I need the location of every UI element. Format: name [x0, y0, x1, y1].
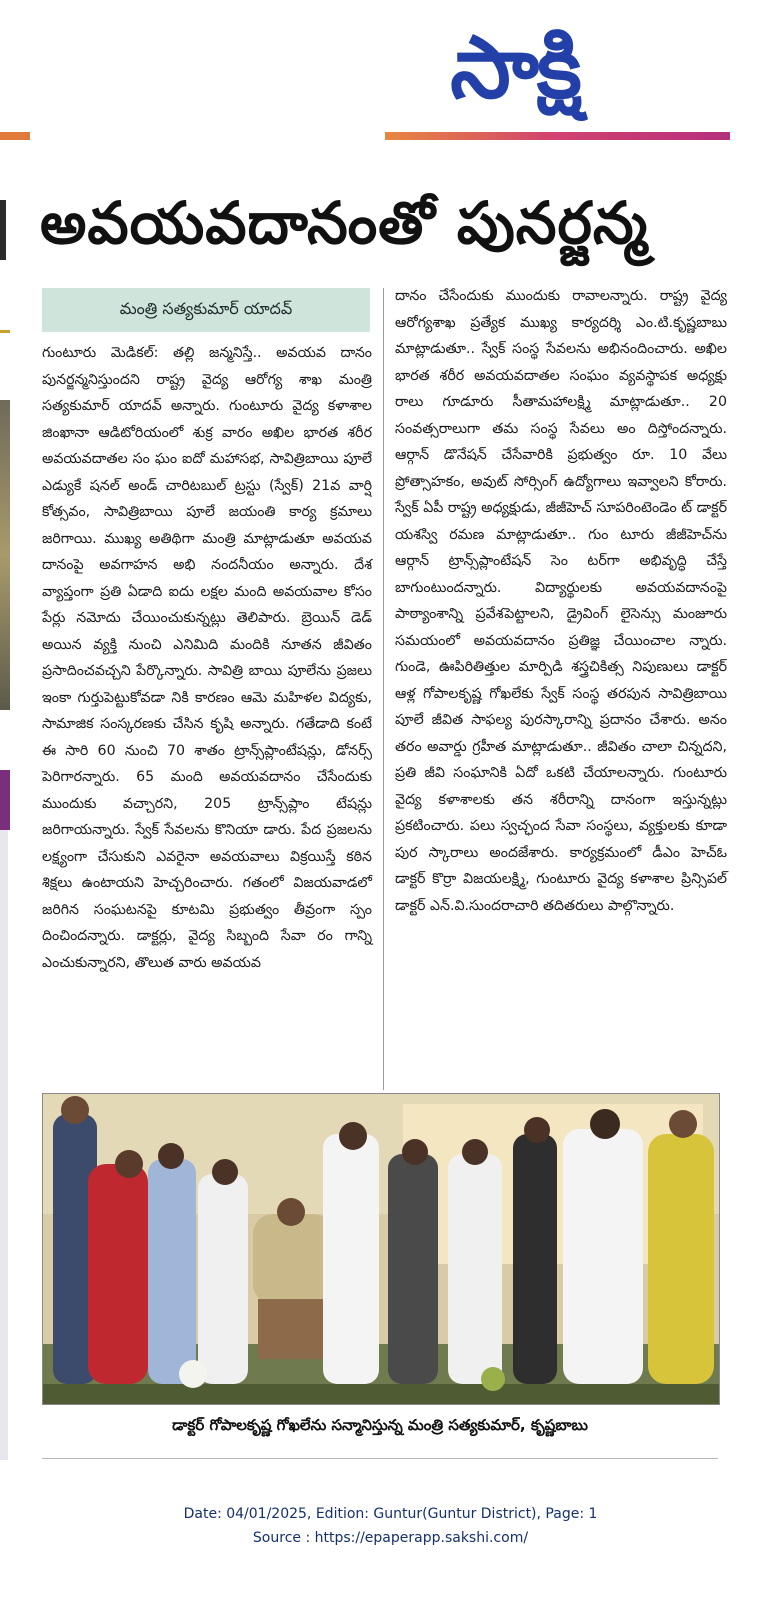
edge-photo-fragment — [0, 400, 10, 710]
edge-artifact — [0, 200, 6, 260]
sakshi-logo: సాక్షి — [450, 17, 580, 118]
edge-artifact — [0, 330, 10, 333]
bottom-rule — [42, 1458, 718, 1459]
edge-artifact — [0, 830, 8, 1460]
event-photo-illustration — [43, 1094, 719, 1404]
masthead-rule-right — [385, 132, 730, 140]
footer-date-edition: Date: 04/01/2025, Edition: Guntur(Guntur District), Page: 1 — [183, 1506, 598, 1522]
masthead-rule-left — [0, 132, 30, 140]
footer-source[interactable]: Source : https://epaperapp.sakshi.com/ — [252, 1530, 529, 1546]
column-divider — [383, 288, 384, 1090]
article-headline: అవయవదానంతో పునర్జన్మ — [40, 189, 649, 257]
event-photo — [42, 1093, 720, 1405]
masthead — [0, 0, 781, 150]
edge-artifact — [0, 770, 10, 830]
article-subheading: మంత్రి సత్యకుమార్ యాదవ్ — [42, 288, 370, 332]
photo-caption: డాక్టర్ గోపాలకృష్ణ గోఖలేను సన్మానిస్తున్న మంత్రి సత్యకుమార్, కృష్ణబాబు — [172, 1416, 588, 1434]
article-column-2: దానం చేసేందుకు ముందుకు రావాలన్నారు. రాష్ట్ర వైద్య ఆరోగ్యశాఖ ప్రత్యేక ముఖ్య కార్యదర్శి ఎం.టి.కృష్ణబాబు మాట్లాడుతూ.. స్వేక్ సంస్థ సేవలను అభినందించారు. అఖిల భారత శరీర అవయవదాతల సంఘం వ్యవస్థాపక అధ్యక్షు రాలు గూడూరు సీతామహాలక్ష్మి మాట్లాడుతూ.. 20 సంవత్సరాలుగా తమ సంస్థ సేవలు అం దిస్తోందన్నారు. ఆర్గాన్ డొనేషన్ చేసేవారికి ప్రభుత్వం రూ. 10 వేలు ప్రోత్సాహకం, అవుట్ సోర్సింగ్ ఉద్యోగాలు ఇవ్వాలని కోరారు. స్వేక్ ఏపీ రాష్ట్ర అధ్యక్షుడు, జీజీహెచ్ సూపరింటెండెం ట్ డాక్టర్ యశస్వి రమణ మాట్లాడుతూ.. గుం టూరు జీజీహెచ్‌ను ఆర్గాన్ ట్రాన్స్‌ప్లాంటేషన్ సెం టర్‌గా అభివృద్ధి చేస్తే బాగుంటుందన్నారు. విద్యార్థులకు అవయవదానంపై పాఠ్యాంశాన్ని ప్రవేశపెట్టాలని, డ్రైవింగ్ లైసెన్సు మంజూరు సమయంలో అవయవదానం ప్రతిజ్ఞ చేయించాల న్నారు. గుండె, ఊపిరితిత్తుల మార్పిడి శస్త్రచికిత్స నిపుణులు డాక్టర్ ఆళ్ల గోపాలకృష్ణ గోఖలేకు స్వేక్ సంస్థ తరపున సావిత్రిబాయి పూలే జీవిత సాఫల్య పురస్కారాన్ని ప్రదానం చేశారు. అనం తరం అవార్డు గ్రహీత మాట్లాడుతూ.. జీవితం చాలా చిన్నదని, ప్రతి జీవి సంఘానికి ఏదో ఒకటి చేయాలన్నారు. గుంటూరు వైద్య కళాశాలకు తన శరీరాన్ని దానంగా ఇస్తున్నట్లు ప్రకటించారు. పలు స్వచ్ఛంద సేవా సంస్థలు, వ్యక్తులకు కూడా పుర స్కారాలు అందజేశారు. కార్యక్రమంలో డీఎం హెచ్ఓ డాక్టర్ కొర్రా విజయలక్ష్మి, గుంటూరు వైద్య కళాశాల ప్రిన్సిపల్ డాక్టర్ ఎన్.వి.సుందరాచారి తదితరులు పాల్గొన్నారు. — [395, 288, 728, 914]
article-column-1: గుంటూరు మెడికల్: తల్లి జన్మనిస్తే.. అవయవ దానం పునర్జన్మనిస్తుందని రాష్ట్ర వైద్య ఆరోగ్య శాఖ మంత్రి సత్యకుమార్ యాదవ్ అన్నారు. గుంటూరు వైద్య కళాశాల జింఖానా ఆడిటోరియంలో శుక్ర వారం అఖిల భారత శరీర అవయవదాతల సం ఘం ఐదో మహాసభ, సావిత్రిబాయి పూలే ఎడ్యుకే షనల్ అండ్ చారిటబుల్ ట్రస్టు (స్వేక్) 21వ వార్షి కోత్సవం, సావిత్రిబాయి పూలే జయంతి కార్య క్రమాలు జరిగాయి. ముఖ్య అతిథిగా మంత్రి మాట్లాడుతూ అవయవ దానంపై అవగాహన అభి నందనీయం అన్నారు. దేశ వ్యాప్తంగా ప్రతి ఏడాది ఐదు లక్షల మంది అవయవాల కోసం పేర్లు నమోదు చేయించుకున్నట్లు తెలిపారు. బ్రెయిన్ డెడ్ అయిన వ్యక్తి నుంచి ఎనిమిది మందికి నూతన జీవితం ప్రసాదించవచ్చని పేర్కొన్నారు. సావిత్రి బాయి పూలేను ప్రజలు ఇంకా గుర్తుపెట్టుకోవడా నికి కారణం ఆమె మహిళల విద్యకు, సామాజిక సంస్కరణకు చేసిన కృషి అన్నారు. గతేడాది కంటే ఈ సారి 60 నుంచి 70 శాతం ట్రాన్స్‌ప్లాంటేషన్లు, డోనర్స్ పెరిగారన్నారు. 65 మంది అవయవదానం చేసేందుకు ముందుకు వచ్చారని, 205 ట్రాన్స్‌ప్లాం టేషన్లు జరిగాయన్నారు. స్వేక్ సేవలను కొనియా డారు. పేద ప్రజలను లక్ష్యంగా చేసుకుని ఎవరైనా అవయవాలు విక్రయిస్తే కఠిన శిక్షలు ఉంటాయని హెచ్చరించారు. గతంలో విజయవాడలో జరిగిన సంఘటనపై కూటమి ప్రభుత్వం తీవ్రంగా స్పం దించిందన్నారు. డాక్టర్లు, వైద్య సిబ్బంది సేవా రం గాన్ని ఎంచుకున్నారని, తొలుత వారు అవయవ — [42, 345, 372, 971]
